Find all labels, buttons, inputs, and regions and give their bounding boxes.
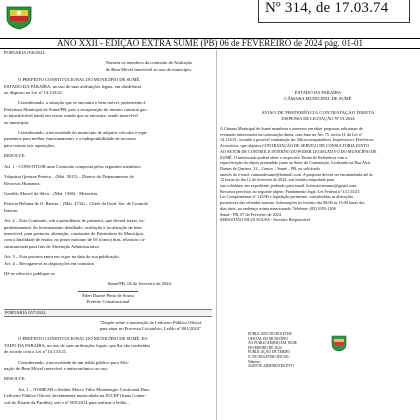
summary-line: para atuar no Processo Licitatório, Leilão nº 001/2024". bbox=[99, 326, 202, 331]
text-line: TADO DA PARAÍBA, no uso de suas atribuições legais, que lhe são conferidas bbox=[4, 342, 151, 348]
summary-line: Nomeia os membros da comissão de Avaliação bbox=[105, 60, 192, 66]
article-2: Art. 2 – Esta Comissão, sob a presidência do primeiro, que deverá trazer, ex- bbox=[4, 218, 146, 224]
masthead bbox=[0, 0, 420, 48]
closing-line: Dê-se ciência e publique-se. bbox=[4, 270, 56, 276]
text-line: de acordo com a Lei nº 14.133/21. bbox=[4, 349, 68, 355]
municipal-coat-of-arms bbox=[4, 4, 34, 30]
text-line: pedientemente, do levantamento detalhado, avaliação e localização de bem bbox=[4, 224, 142, 230]
notice-text: AO SETOR DE CONTROLE INTERNO DO PODER LEGISLATIVO DO MUNICÍPIO DE bbox=[220, 148, 377, 154]
issue-number: Nº 314, de 17.03.74 bbox=[265, 0, 389, 16]
stamp-line: PUBLICAÇÃO DE TERMO bbox=[248, 350, 291, 355]
portaria-057-title: PORTARIA 057/2024 bbox=[4, 309, 212, 317]
notice-signer: SEBASTIÃO SILVA SOUSA - Servidor Responsável bbox=[220, 217, 310, 223]
member-line: Valquiria Queiroz Pereira – (Mat. 5015) – Diretor do Departamento de bbox=[4, 174, 134, 180]
notice-text: especificação do objeto pretendido junto ao Setor de Contratação, localizado na Rua Alcir bbox=[220, 160, 371, 166]
text-line: Prefeitura Municipal de Sumé/PB, pois a recuperação do mesmo causaria gas- bbox=[4, 106, 148, 112]
text-line: pamentos para melhor funcionamento, e a indisponibilidade de recursos bbox=[4, 136, 137, 142]
member-line: Recursos Humanos. bbox=[4, 180, 41, 186]
text-line: ESTADO DA PARAÍBA, no uso de suas atribuições legais, em obediência bbox=[4, 83, 142, 89]
text-line: Leiloeiro Público Oficial, devidamente matriculado na JUCEP (Junta Comer- bbox=[4, 393, 147, 399]
notice-title: AVISO DE PREFERÊNCIA CONTRATAÇÃO DIRETA bbox=[261, 110, 375, 115]
notice-text: SUMÉ. O interessado poderá obter o respectivo Termo de Referência com a bbox=[220, 154, 348, 160]
text-line: Considerando, a necessidade de um leilão público para Alie- bbox=[18, 359, 130, 365]
text-line: inservível, para posterior alienação, constantes do Patrimônio do Município, bbox=[4, 230, 145, 236]
issue-number-box bbox=[258, 0, 410, 23]
resolve-heading: RESOLVE: bbox=[4, 376, 26, 382]
stamp-line: N. DO BOLETIM OFICIAL bbox=[248, 354, 290, 359]
state-heading: ESTADO DA PARAÍBA bbox=[294, 90, 342, 95]
article-3: Art. 3 – Esta portaria entra em vigor na data de sua publicação. bbox=[4, 254, 120, 260]
publication-stamp bbox=[248, 332, 326, 376]
signature-date: Sumé/PB, 06 de fevereiro de 2024. bbox=[107, 281, 172, 287]
notice-text: 12 horas do dia 12 de fevereiro de 2024, sob horário estipulado para bbox=[220, 177, 335, 183]
right-column bbox=[220, 50, 416, 420]
municipal-emblem-icon bbox=[330, 334, 348, 352]
resolve-heading: RESOLVE: bbox=[4, 153, 26, 159]
notice-subtitle: DISPENSA DE LICITAÇÃO Nº 01/2024 bbox=[281, 116, 355, 121]
notice-text: Dantas de Queiroz, 32 – Centro – Sumé – PB, ou solicitado bbox=[220, 165, 320, 171]
stamp-line: PUBLICADO NO BOLETIM bbox=[248, 332, 292, 336]
stamp-line: Número: bbox=[248, 359, 261, 364]
edition-banner: ANO XXII - EDIÇÃO EXTRA SUMÉ (PB) 06 de FEVEREIRO de 2024 pág. 01-01 bbox=[0, 38, 420, 49]
notice-text: posteriores das referidas normas. Informações no horário das 08:00 às 13:00 horas dos bbox=[220, 200, 365, 206]
signature-line bbox=[78, 291, 138, 292]
notice-text: Lei Complementar nº 123/06 e legislação pertinente, consideradas as alterações bbox=[220, 194, 354, 200]
member-line: Interno. bbox=[4, 207, 19, 213]
notice-text: Recursos previstos no seguinte objeto: Fundamento legal: Lei Federal nº 14.133/21; bbox=[220, 188, 361, 194]
text-line: Art. 1 – NOMEAR o Senhor Marco Túlio Montenegro Cavalcanti Dias, bbox=[18, 386, 151, 392]
stamp-line: AGENTE ADMINISTRATIVO bbox=[248, 364, 294, 369]
text-line: com a finalidade de emitir, no prazo máximo de 05 (cinco) dias, relatório cir- bbox=[4, 237, 146, 243]
text-line: ao município; bbox=[4, 119, 30, 125]
member-line: Genildo Maciel da Silva – (Mat. 1366) - Motorista. bbox=[4, 190, 99, 196]
summary-line: de Bem Móvel inservível ao uso do município. bbox=[105, 66, 192, 72]
text-line: cial do Estado da Paraíba), sob o nº 005/2014 para realizar o leilão... bbox=[4, 399, 130, 405]
left-column bbox=[4, 50, 212, 420]
notice-text: sua coletânea, em expediente, podendo para email: licitacaocmsume@gmail.com. bbox=[220, 183, 357, 189]
column-divider bbox=[216, 50, 217, 420]
text-line: para custear tais aquisições; bbox=[4, 142, 56, 148]
text-line: O PREFEITO CONSTITUCIONAL DO MUNICÍPIO DE SUMÉ, bbox=[18, 77, 141, 83]
stamp-line: OFICIAL DO MUNICÍPIO bbox=[248, 336, 288, 341]
notice-date: Sumé - PB, 07 de Fevereiro de 2024 bbox=[220, 211, 281, 217]
notice-text: A Câmara Municipal de Sumé manifesta o interesse em obter propostas adicionais de bbox=[220, 126, 363, 131]
text-line: nação de Bem Móvel inservível e antieconômico ao uso; bbox=[4, 366, 109, 372]
summary-line: "Dispõe sobre a nomeação de Leiloeiro Público Oficial, bbox=[99, 319, 202, 325]
notice-text: através do e-mail: camaradesume@hotmail.com. A proposta deverá ser encaminhada até às bbox=[220, 171, 373, 177]
text-line: cunstanciado para fins de Alienação Administrativa. bbox=[4, 243, 100, 249]
text-line: Considerando, a situação que se encontra o bem móvel, pertencente à bbox=[18, 100, 146, 106]
text-line: to injustificável tendo em vistao estado que se encontra, sendo inservível bbox=[4, 113, 138, 119]
text-line: ao disposto na Lei nº 14.133/21. bbox=[4, 90, 64, 96]
notice-text: dias úteis, no endereço acima mencionado. Telefone: (83) 3353-1206. bbox=[220, 205, 337, 211]
signer-name: Éden Duarte Pinto de Sousa bbox=[82, 292, 134, 298]
stamp-line: AO PUBLICAR(EM) EM: 06 DE bbox=[248, 341, 298, 346]
chamber-heading: CÂMARA MUNICIPAL DE SUMÉ bbox=[284, 96, 352, 101]
article-4: Art. 4 – Revogam-se as disposições em contrário bbox=[4, 260, 95, 266]
text-line: O PREFEITO CONSTITUCIONAL DO MUNICÍPIO DE SUMÉ, ES- bbox=[18, 336, 149, 342]
text-line: Considerando, a necessidade do município de adquirir veículos e equi- bbox=[18, 130, 148, 136]
portaria-056-title: PORTARIA 056/2024 bbox=[4, 50, 45, 55]
member-line: Patrícia Beliana de O. Batista – (Mat. 4734) – Chefe da Unid. Set. de Controle bbox=[4, 201, 149, 207]
stamp-line: FEVEREIRO DE 2024 bbox=[248, 345, 282, 350]
notice-text: eventuais interessados na contratação direta, com base no Art. 75, inciso II, da Lei nº bbox=[220, 131, 362, 137]
notice-text: Acessórios, que objetiva CONTRATAÇÃO DE SERVIÇO DE CONSULTORIA JUNTO bbox=[220, 143, 369, 149]
article-1: Art. 1 - CONSTITUIR uma Comissão composta pelos seguintes membros: bbox=[4, 163, 142, 169]
notice-text: 14.133/21, visando a possível contratação de: Microcomputadores, Impressora e Periféricos bbox=[220, 137, 374, 143]
signer-role: Prefeito Constitucional bbox=[86, 299, 130, 305]
